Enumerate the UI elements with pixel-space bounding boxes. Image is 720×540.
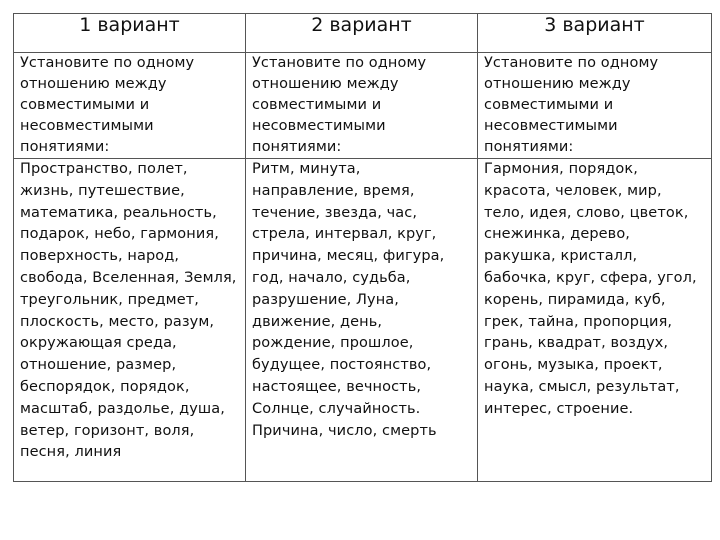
header-row bbox=[14, 14, 712, 53]
variant-2-concepts: Ритм, минута, направление, время, течение, звезда, час, стрела, интервал, круг, причина, месяц, фигура, год, начало, судьба, разрушение, Луна, движение, день, рождение, прошлое, будущее, постоянство, настоящее, вечность, Солнце, случайность. Причина, число, смерть bbox=[246, 159, 478, 482]
variant-1-header: 1 вариант bbox=[14, 14, 246, 53]
instruction-row bbox=[14, 53, 712, 159]
variants-table bbox=[13, 13, 712, 482]
variant-3-header: 3 вариант bbox=[478, 14, 712, 53]
concepts-row bbox=[14, 159, 712, 482]
variant-2-header: 2 вариант bbox=[246, 14, 478, 53]
variant-1-instruction: Установите по одному отношению между совместимыми и несовместимыми понятиями: bbox=[14, 53, 246, 159]
variant-3-concepts: Гармония, порядок, красота, человек, мир, тело, идея, слово, цветок, снежинка, дерево, ракушка, кристалл, бабочка, круг, сфера, угол, корень, пирамида, куб, грек, тайна, пропорция, грань, квадрат, воздух, огонь, музыка, проект, наука, смысл, результат, интерес, строение. bbox=[478, 159, 712, 482]
variant-2-instruction: Установите по одному отношению между совместимыми и несовместимыми понятиями: bbox=[246, 53, 478, 159]
variant-1-concepts: Пространство, полет, жизнь, путешествие, математика, реальность, подарок, небо, гармония, поверхность, народ, свобода, Вселенная, Земля, треугольник, предмет, плоскость, место, разум, окружающая среда, отношение, размер, беспорядок, порядок, масштаб, раздолье, душа, ветер, горизонт, воля, песня, линия bbox=[14, 159, 246, 482]
variant-3-instruction: Установите по одному отношению между совместимыми и несовместимыми понятиями: bbox=[478, 53, 712, 159]
